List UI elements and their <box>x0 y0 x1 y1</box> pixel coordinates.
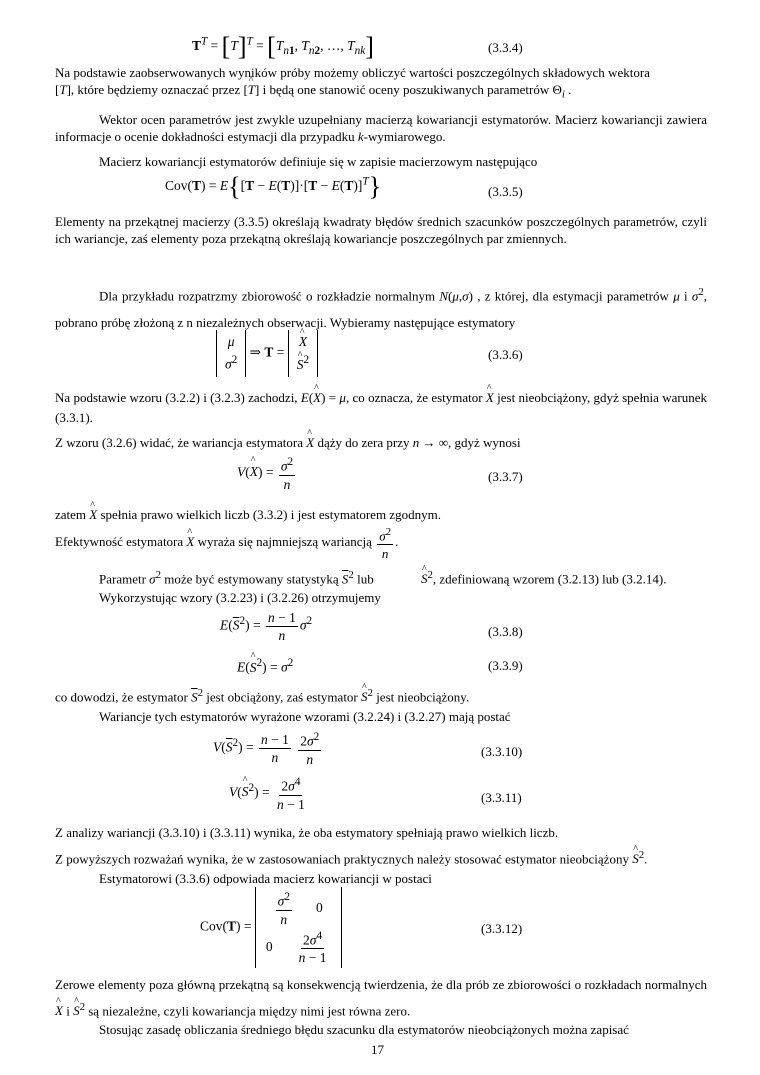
paragraph: co dowodzi, że estymator $\overline{S}^2$ jest obciążony, zaś estymator ^ $S^2$ jest nieobciążony. <box>55 685 707 705</box>
paragraph: Estymatorowi (3.3.6) odpowiada macierz kowariancji w postaci <box>99 871 432 886</box>
equation-number: (3.3.9) <box>488 658 523 673</box>
equation-3-3-8: $E(\overline{S}^2)$ = $\frac{n - 1}{n}$ $\sigma^2$ <box>220 610 313 643</box>
paragraph: Stosując zasadę obliczania średniego błędu szacunku dla estymatorów nieobciążonych można zapisać <box>99 1022 629 1037</box>
equation-3-3-12: Cov(T) = $\frac{\sigma^2}{n}$ 0 0 $\frac{2\sigma^4}{n - 1}$ <box>200 887 342 968</box>
equation-number: (3.3.8) <box>488 624 523 639</box>
paragraph: Z powyższych rozważań wynika, że w zastosowaniach praktycznych należy stosować estymator nieobciążony ^ $S^2$. <box>55 847 707 867</box>
equation-3-3-9: E(^ $S^2) = \sigma^2$ <box>237 657 293 676</box>
equation-number: (3.3.10) <box>481 744 523 759</box>
equation-3-3-4: $T^T = [T]^T = [T_{n1}$, $T_{n2}$, …, $T_{nk}$] <box>192 32 374 61</box>
paragraph: Na podstawie zaobserwowanych wyników próby możemy obliczyć wartości poszczególnych składowych wektora [T], które będziemy oznaczać przez [^ T] i będą one stanowić oceny poszukiwanych parametrów $\Theta_i$ . <box>55 64 707 104</box>
equation-3-3-10: $V(\overline{S}^2)$ = $\frac{n - 1}{n}$ $\frac{2\sigma^2}{n}$ <box>213 731 320 767</box>
paragraph: Parametr $\sigma^2$ może być estymowany statystyką $\overline{S}^2$ lub ^ $S^2$, zdefiniowaną wzorem (3.2.13) lub (3.2.14). <box>55 567 707 587</box>
equation-number: (3.3.7) <box>488 469 523 484</box>
paragraph: Macierz kowariancji estymatorów definiuje się w zapisie macierzowym następująco <box>99 154 538 169</box>
paragraph: Wariancje tych estymatorów wyrażone wzorami (3.2.24) i (3.2.27) mają postać <box>99 709 511 724</box>
page-number: 17 <box>371 1042 384 1057</box>
equation-number: (3.3.5) <box>488 184 523 199</box>
paragraph: Z analizy wariancji (3.3.10) i (3.3.11) wynika, że oba estymatory spełniają prawo wielkich liczb. <box>55 825 559 840</box>
paragraph: Wektor ocen parametrów jest zwykle uzupełniany macierzą kowariancji estymatorów. Macierz kowariancji zawiera informacje o ocenie dokładności estymacji dla przypadku k-wymiarowego. <box>55 112 707 144</box>
equation-3-3-5: $Cov(T) = E\{[T - E(T)]\cdot[T - E(T)]^T\}$ <box>165 172 382 201</box>
equation-3-3-6: μ $\sigma^2$ ⇒ T = ^ X ^ $S^2$ <box>216 330 318 377</box>
equation-number: (3.3.11) <box>481 790 522 805</box>
equation-3-3-11: V(^ $S^2$) = $\frac{2\sigma^4}{n - 1}$ <box>229 774 309 813</box>
paragraph: Elementy na przekątnej macierzy (3.3.5) określają kwadraty błędów średnich szacunków poszczególnych parametrów, czyli ich wariancje, zaś elementy poza przekątną określają kowariancje poszczególnych par zmiennych. <box>55 214 707 246</box>
paragraph: zatem ^ X spełnia prawo wielkich liczb (3.3.2) i jest estymatorem zgodnym. <box>55 506 707 523</box>
paragraph: Dla przykładu rozpatrzmy zbiorowość o rozkładzie normalnym N(μ,σ) , z której, dla estymacji parametrów μ i $\sigma^2$, pobrano próbę złożoną z n niezależnych obserwacji. Wybieramy następujące estymatory <box>55 286 707 331</box>
equation-number: (3.3.4) <box>488 40 523 55</box>
equation-number: (3.3.6) <box>488 347 523 362</box>
paragraph: Efektywność estymatora ^ X wyraża się najmniejszą wariancją $\frac{\sigma^2}{n}$ . <box>55 524 707 562</box>
paragraph: Na podstawie wzoru (3.2.2) i (3.2.3) zachodzi, E(^ X) = μ, co oznacza, że estymator ^ X jest nieobciążony, gdyż spełnia warunek (3.3.1). <box>55 388 707 428</box>
paragraph: Zerowe elementy poza główną przekątną są konsekwencją twierdzenia, że dla prób ze zbiorowości o rozkładach normalnych ^ X i ^ $S^2$ są niezależne, czyli kowariancja między nimi jest równa zero. <box>55 974 707 1022</box>
equation-3-3-7: V(^ X) = $\frac{\sigma^2}{n}$ <box>237 454 297 493</box>
paragraph: Z wzoru (3.2.6) widać, że wariancja estymatora ^ X dąży do zera przy n → ∞, gdyż wynosi <box>55 434 707 451</box>
paragraph: Wykorzystując wzory (3.2.23) i (3.2.26) otrzymujemy <box>99 590 381 605</box>
equation-number: (3.3.12) <box>481 921 523 936</box>
